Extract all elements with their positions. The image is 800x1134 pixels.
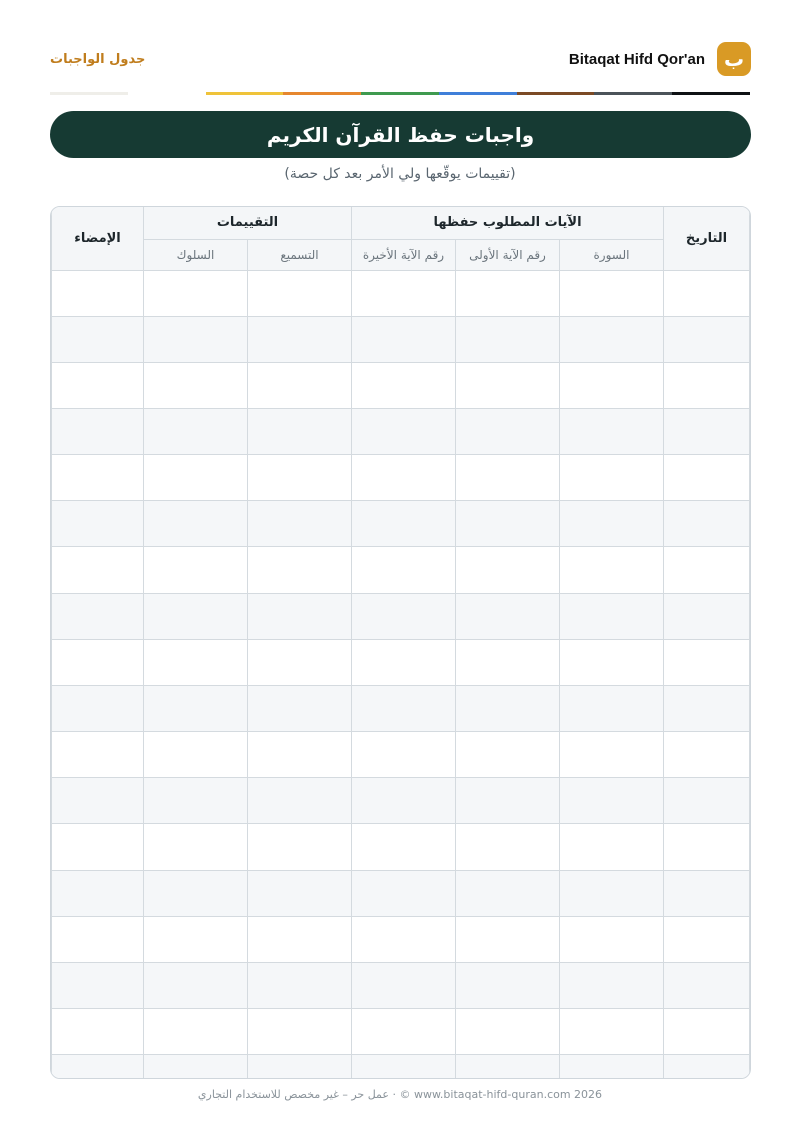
signature-cell[interactable] (52, 778, 144, 824)
table-row (52, 362, 750, 408)
table-row (52, 1055, 750, 1078)
accent-color-segment (594, 92, 672, 95)
date-cell[interactable] (664, 501, 750, 547)
last-ayah-cell[interactable] (352, 547, 456, 593)
last-ayah-cell[interactable] (352, 962, 456, 1008)
signature-cell[interactable] (52, 685, 144, 731)
first-ayah-cell[interactable] (456, 1055, 560, 1078)
behavior-cell[interactable] (144, 455, 248, 501)
first-ayah-cell[interactable] (456, 732, 560, 778)
surah-cell[interactable] (560, 455, 664, 501)
brand-name: Bitaqat Hifd Qor'an (568, 50, 705, 68)
date-cell[interactable] (664, 1055, 750, 1078)
table-row (52, 270, 750, 316)
accent-color-segment (206, 92, 284, 95)
document-label: جدول الواجبات (50, 52, 146, 67)
accent-color-segment (439, 92, 517, 95)
header-date: التاريخ (664, 207, 750, 270)
surah-cell[interactable] (560, 870, 664, 916)
first-ayah-cell[interactable] (456, 639, 560, 685)
last-ayah-cell[interactable] (352, 778, 456, 824)
recitation-cell[interactable] (248, 824, 352, 870)
table-row (52, 824, 750, 870)
signature-cell[interactable] (52, 547, 144, 593)
signature-cell[interactable] (52, 732, 144, 778)
behavior-cell[interactable] (144, 962, 248, 1008)
surah-cell[interactable] (560, 501, 664, 547)
header-signature: الإمضاء (52, 207, 144, 270)
date-cell[interactable] (664, 870, 750, 916)
first-ayah-cell[interactable] (456, 316, 560, 362)
signature-cell[interactable] (52, 824, 144, 870)
behavior-cell[interactable] (144, 732, 248, 778)
page-subtitle: (تقييمات يوقّعها ولي الأمر بعد كل حصة) (284, 166, 516, 182)
recitation-cell[interactable] (248, 408, 352, 454)
accent-color-segment (517, 92, 595, 95)
signature-cell[interactable] (52, 316, 144, 362)
surah-cell[interactable] (560, 685, 664, 731)
date-cell[interactable] (664, 732, 750, 778)
page-footer: www.bitaqat-hifd-quran.com 2026 © · عمل حر – غير مخصص للاستخدام التجاري (197, 1088, 603, 1101)
header-verses-group: الآيات المطلوب حفظها (352, 207, 664, 239)
date-cell[interactable] (664, 824, 750, 870)
surah-cell[interactable] (560, 362, 664, 408)
last-ayah-cell[interactable] (352, 1055, 456, 1078)
recitation-cell[interactable] (248, 1055, 352, 1078)
behavior-cell[interactable] (144, 593, 248, 639)
recitation-cell[interactable] (248, 1009, 352, 1055)
signature-cell[interactable] (52, 455, 144, 501)
accent-color-segment (672, 92, 750, 95)
date-cell[interactable] (664, 916, 750, 962)
first-ayah-cell[interactable] (456, 270, 560, 316)
first-ayah-cell[interactable] (456, 870, 560, 916)
behavior-cell[interactable] (144, 408, 248, 454)
date-cell[interactable] (664, 455, 750, 501)
recitation-cell[interactable] (248, 316, 352, 362)
behavior-cell[interactable] (144, 362, 248, 408)
behavior-cell[interactable] (144, 639, 248, 685)
surah-cell[interactable] (560, 270, 664, 316)
date-cell[interactable] (664, 593, 750, 639)
recitation-cell[interactable] (248, 778, 352, 824)
surah-cell[interactable] (560, 916, 664, 962)
surah-cell[interactable] (560, 778, 664, 824)
surah-cell[interactable] (560, 732, 664, 778)
date-cell[interactable] (664, 408, 750, 454)
date-cell[interactable] (664, 270, 750, 316)
first-ayah-cell[interactable] (456, 778, 560, 824)
last-ayah-cell[interactable] (352, 270, 456, 316)
last-ayah-cell[interactable] (352, 455, 456, 501)
recitation-cell[interactable] (248, 962, 352, 1008)
last-ayah-cell[interactable] (352, 1009, 456, 1055)
recitation-cell[interactable] (248, 270, 352, 316)
last-ayah-cell[interactable] (352, 362, 456, 408)
date-cell[interactable] (664, 316, 750, 362)
signature-cell[interactable] (52, 870, 144, 916)
signature-cell[interactable] (52, 501, 144, 547)
surah-cell[interactable] (560, 824, 664, 870)
last-ayah-cell[interactable] (352, 916, 456, 962)
last-ayah-cell[interactable] (352, 316, 456, 362)
first-ayah-cell[interactable] (456, 362, 560, 408)
header-behavior: السلوك (144, 239, 248, 270)
behavior-cell[interactable] (144, 916, 248, 962)
table-row (52, 685, 750, 731)
first-ayah-cell[interactable] (456, 408, 560, 454)
table-body (52, 270, 750, 1078)
behavior-cell[interactable] (144, 501, 248, 547)
date-cell[interactable] (664, 685, 750, 731)
date-cell[interactable] (664, 1009, 750, 1055)
first-ayah-cell[interactable] (456, 547, 560, 593)
surah-cell[interactable] (560, 593, 664, 639)
last-ayah-cell[interactable] (352, 593, 456, 639)
accent-color-segment (128, 92, 206, 95)
behavior-cell[interactable] (144, 870, 248, 916)
first-ayah-cell[interactable] (456, 962, 560, 1008)
last-ayah-cell[interactable] (352, 870, 456, 916)
header-evaluations-group: التقييمات (144, 207, 352, 239)
surah-cell[interactable] (560, 1009, 664, 1055)
last-ayah-cell[interactable] (352, 732, 456, 778)
table-row (52, 547, 750, 593)
date-cell[interactable] (664, 639, 750, 685)
table-row (52, 732, 750, 778)
surah-cell[interactable] (560, 408, 664, 454)
signature-cell[interactable] (52, 962, 144, 1008)
homework-table-container (50, 206, 751, 1079)
accent-color-segment (50, 92, 128, 95)
last-ayah-cell[interactable] (352, 501, 456, 547)
first-ayah-cell[interactable] (456, 824, 560, 870)
first-ayah-cell[interactable] (456, 455, 560, 501)
accent-color-segment (283, 92, 361, 95)
recitation-cell[interactable] (248, 916, 352, 962)
table-row (52, 455, 750, 501)
header-recitation: التسميع (248, 239, 352, 270)
header-last-ayah: رقم الآية الأخيرة (352, 239, 456, 270)
signature-cell[interactable] (52, 639, 144, 685)
table-row (52, 962, 750, 1008)
first-ayah-cell[interactable] (456, 501, 560, 547)
signature-cell[interactable] (52, 593, 144, 639)
first-ayah-cell[interactable] (456, 685, 560, 731)
surah-cell[interactable] (560, 962, 664, 1008)
signature-cell[interactable] (52, 408, 144, 454)
first-ayah-cell[interactable] (456, 916, 560, 962)
recitation-cell[interactable] (248, 593, 352, 639)
accent-color-segment (361, 92, 439, 95)
signature-cell[interactable] (52, 1009, 144, 1055)
brand (569, 42, 751, 76)
signature-cell[interactable] (52, 362, 144, 408)
date-cell[interactable] (664, 362, 750, 408)
table-row (52, 870, 750, 916)
recitation-cell[interactable] (248, 685, 352, 731)
surah-cell[interactable] (560, 316, 664, 362)
homework-table (51, 207, 750, 1078)
behavior-cell[interactable] (144, 270, 248, 316)
last-ayah-cell[interactable] (352, 639, 456, 685)
recitation-cell[interactable] (248, 547, 352, 593)
signature-cell[interactable] (52, 1055, 144, 1078)
brand-logo-icon: ب (717, 42, 751, 76)
table-row (52, 501, 750, 547)
recitation-cell[interactable] (248, 639, 352, 685)
behavior-cell[interactable] (144, 547, 248, 593)
last-ayah-cell[interactable] (352, 685, 456, 731)
signature-cell[interactable] (52, 916, 144, 962)
recitation-cell[interactable] (248, 732, 352, 778)
date-cell[interactable] (664, 547, 750, 593)
recitation-cell[interactable] (248, 870, 352, 916)
surah-cell[interactable] (560, 547, 664, 593)
recitation-cell[interactable] (248, 455, 352, 501)
recitation-cell[interactable] (248, 501, 352, 547)
behavior-cell[interactable] (144, 778, 248, 824)
table-row (52, 778, 750, 824)
table-row (52, 639, 750, 685)
table-row (52, 408, 750, 454)
first-ayah-cell[interactable] (456, 1009, 560, 1055)
table-row (52, 916, 750, 962)
page-title: واجبات حفظ القرآن الكريم (50, 111, 751, 158)
date-cell[interactable] (664, 962, 750, 1008)
recitation-cell[interactable] (248, 362, 352, 408)
signature-cell[interactable] (52, 270, 144, 316)
behavior-cell[interactable] (144, 824, 248, 870)
header-first-ayah: رقم الآية الأولى (456, 239, 560, 270)
last-ayah-cell[interactable] (352, 824, 456, 870)
surah-cell[interactable] (560, 1055, 664, 1078)
behavior-cell[interactable] (144, 1009, 248, 1055)
table-row (52, 316, 750, 362)
surah-cell[interactable] (560, 639, 664, 685)
last-ayah-cell[interactable] (352, 408, 456, 454)
behavior-cell[interactable] (144, 316, 248, 362)
date-cell[interactable] (664, 778, 750, 824)
first-ayah-cell[interactable] (456, 593, 560, 639)
table-row (52, 1009, 750, 1055)
behavior-cell[interactable] (144, 1055, 248, 1078)
behavior-cell[interactable] (144, 685, 248, 731)
accent-color-bar (50, 92, 750, 95)
header-surah: السورة (560, 239, 664, 270)
table-row (52, 593, 750, 639)
page-header (50, 40, 751, 80)
